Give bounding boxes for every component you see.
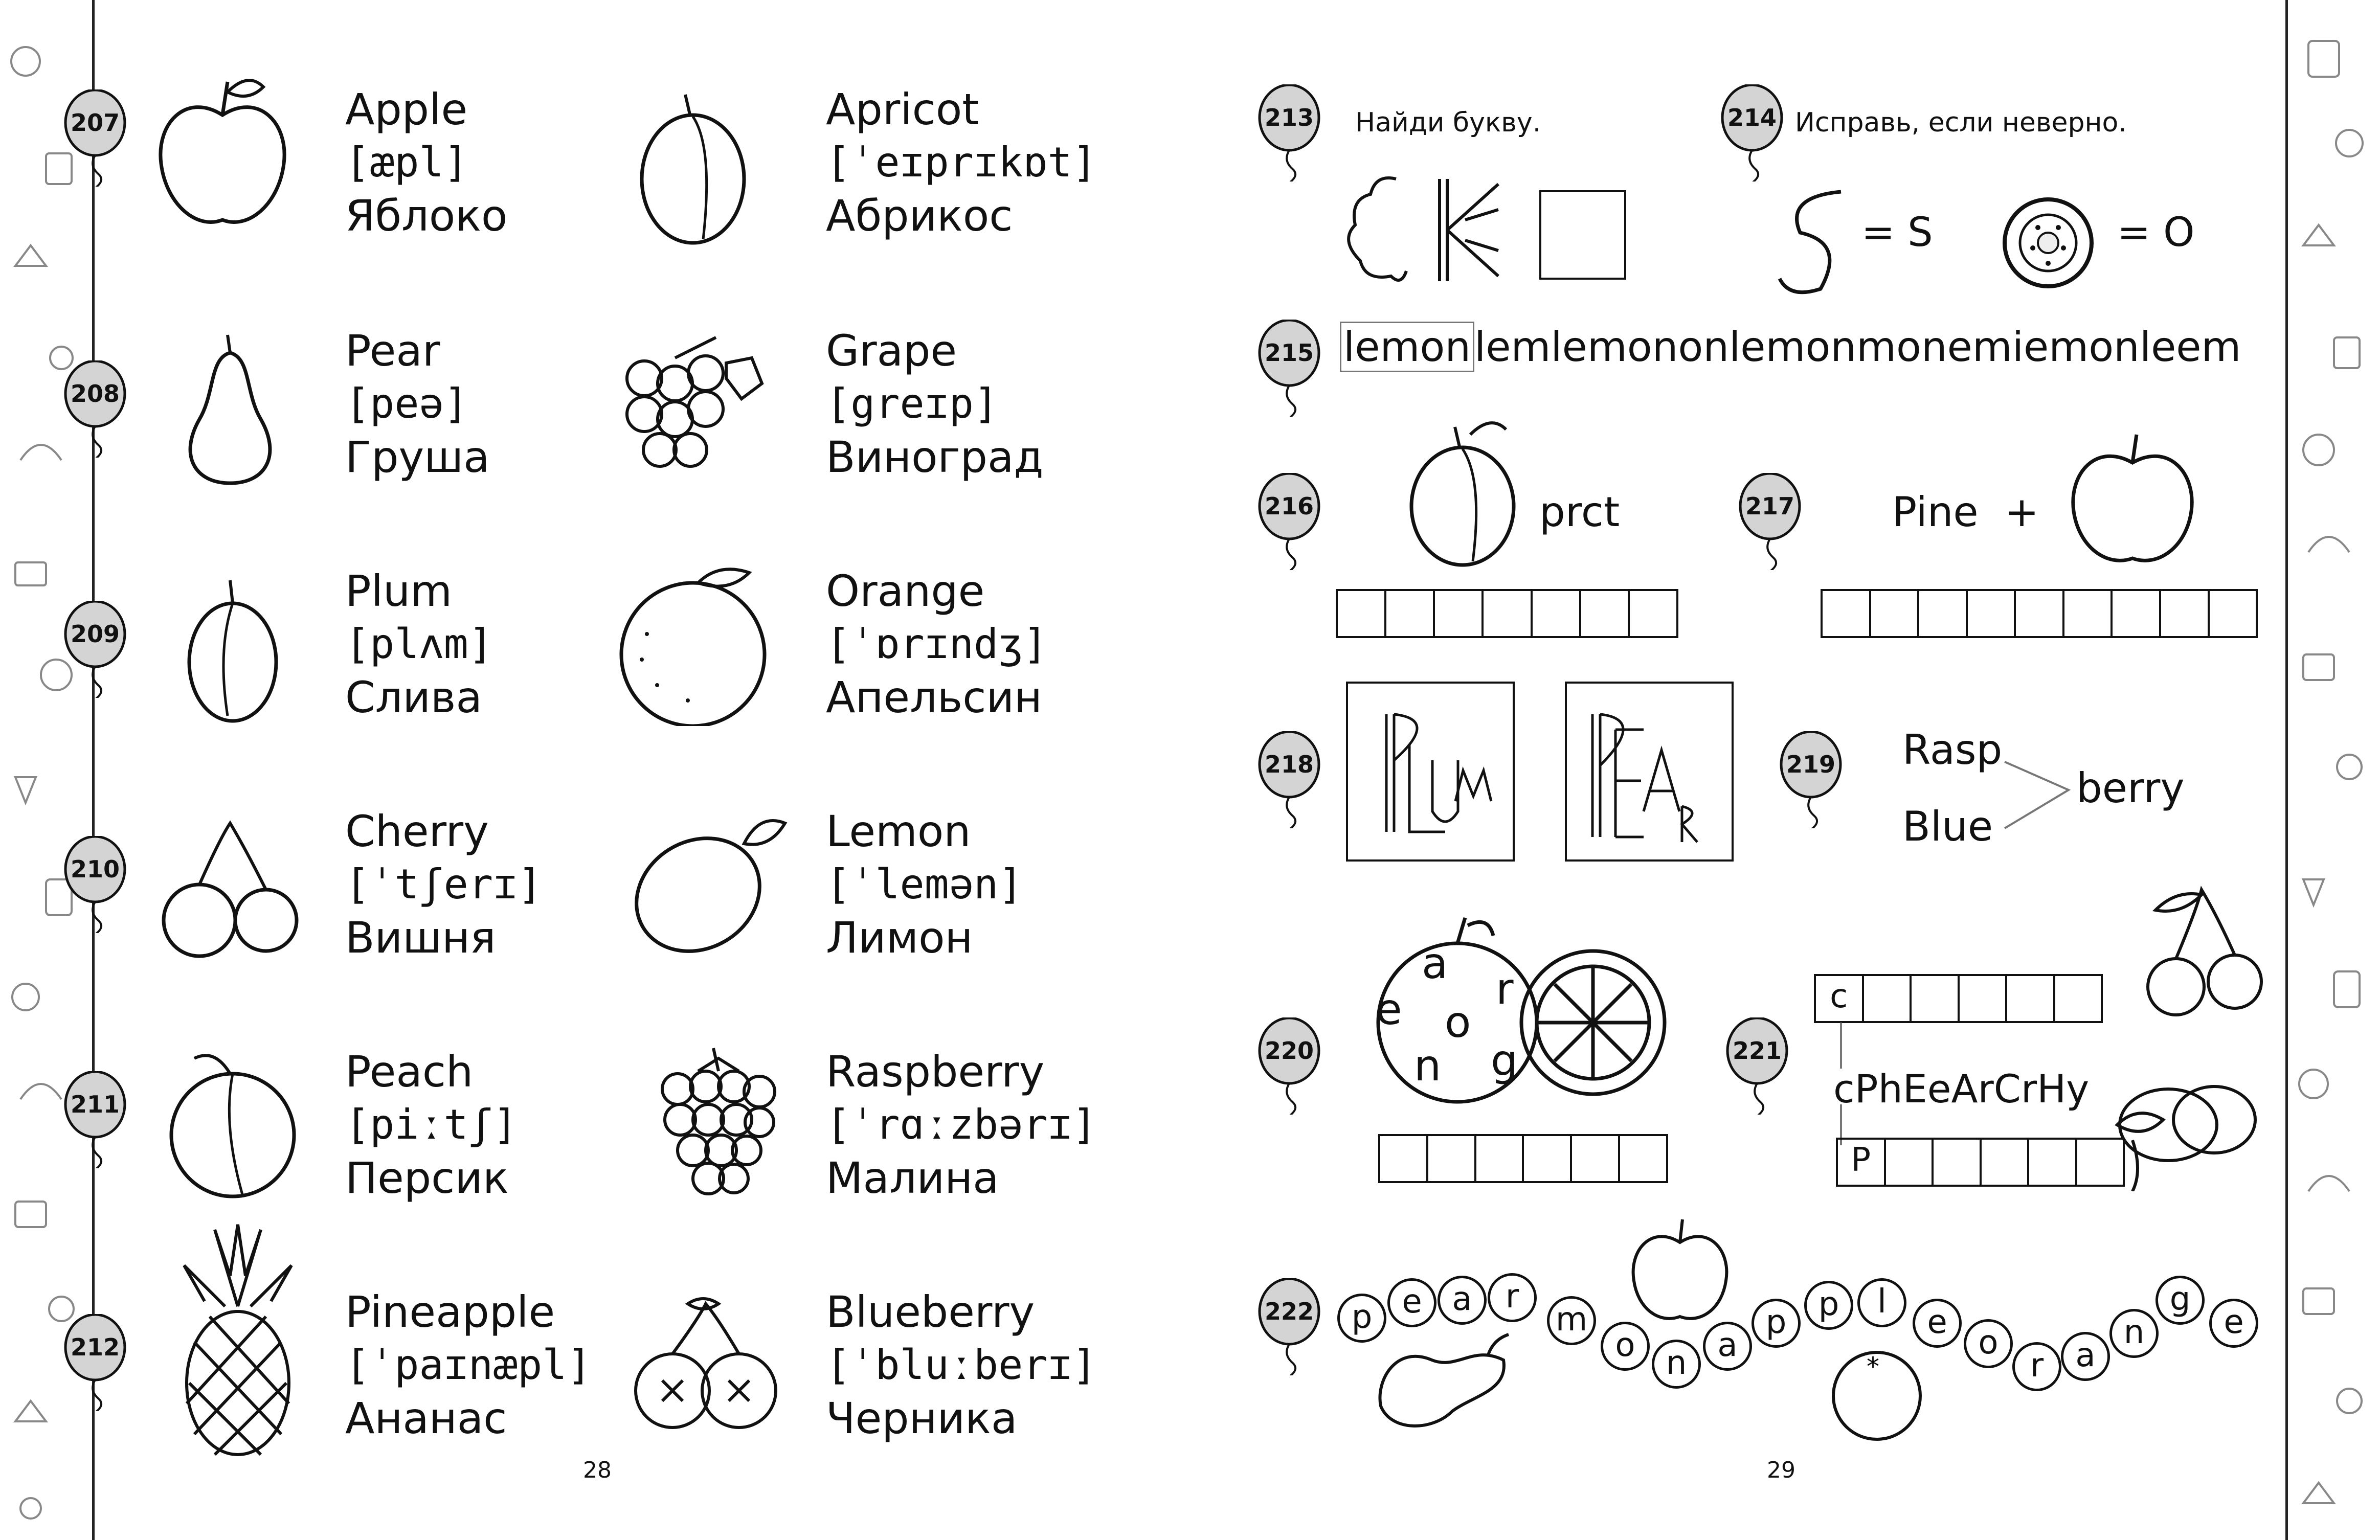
page-number: 29 bbox=[1767, 1457, 1795, 1483]
given-letter: c bbox=[1816, 976, 1864, 1021]
exercise-balloon bbox=[1258, 1017, 1324, 1115]
vocab-entry bbox=[345, 1285, 592, 1445]
exercise-balloon bbox=[1258, 84, 1324, 182]
mixed-letters: cPhEeArCrHy bbox=[1833, 1066, 2090, 1112]
word-english: Cherry bbox=[345, 806, 489, 856]
word-transcription: [ˈtʃerɪ] bbox=[345, 860, 543, 908]
plum-icon bbox=[182, 573, 284, 726]
chain-letter: p bbox=[1804, 1281, 1853, 1330]
vocab-entry bbox=[345, 83, 507, 242]
answer-grid[interactable] bbox=[1378, 1134, 1668, 1183]
word-transcription: [ˈrɑːzbərɪ] bbox=[826, 1101, 1097, 1148]
vocab-entry bbox=[345, 1045, 518, 1205]
word-russian: Слива bbox=[345, 672, 482, 722]
task-instruction: Исправь, если неверно. bbox=[1795, 107, 2127, 138]
chain-letter: o bbox=[1964, 1319, 2013, 1368]
balloon-icon bbox=[64, 360, 130, 458]
exercise-balloon bbox=[1780, 731, 1846, 828]
exercise-number: 218 bbox=[1264, 751, 1314, 778]
balloon-icon bbox=[64, 601, 130, 698]
word-transcription: [greɪp] bbox=[826, 380, 999, 427]
vocab-entry bbox=[826, 805, 1023, 964]
pear-icon bbox=[174, 332, 286, 486]
balloon-icon bbox=[64, 1071, 130, 1168]
exercise-number: 216 bbox=[1264, 492, 1314, 520]
balloon-icon bbox=[1726, 1017, 1792, 1115]
exercise-number: 210 bbox=[70, 855, 120, 883]
chain-letter: r bbox=[1488, 1273, 1537, 1322]
word-russian: Апельсин bbox=[826, 672, 1042, 722]
word-puzzle-box bbox=[1346, 682, 1515, 862]
scrambled-letter: e bbox=[1376, 984, 1402, 1034]
scrambled-word: prct bbox=[1539, 488, 1620, 536]
vocab-entry bbox=[826, 83, 1097, 242]
scrambled-letter: n bbox=[1414, 1040, 1442, 1091]
banana-s-icon bbox=[1775, 182, 1867, 299]
chain-letter: a bbox=[1438, 1276, 1487, 1325]
scrambled-letter: g bbox=[1491, 1035, 1518, 1085]
balloon-icon bbox=[1780, 731, 1846, 828]
word-transcription: [peə] bbox=[345, 380, 468, 427]
apricot-icon bbox=[634, 87, 752, 245]
chain-letter: p bbox=[1337, 1294, 1386, 1343]
vocab-entry bbox=[345, 805, 542, 964]
vocab-entry bbox=[345, 324, 490, 484]
lemon-icon bbox=[626, 808, 790, 961]
exercise-number: 220 bbox=[1264, 1037, 1314, 1065]
exercise-balloon bbox=[1258, 1278, 1324, 1375]
word-english: Blueberry bbox=[826, 1287, 1035, 1337]
word-transcription: [plʌm] bbox=[345, 620, 493, 668]
cherry-icon bbox=[159, 818, 307, 961]
word-part: berry bbox=[2076, 764, 2185, 812]
word-puzzle-box bbox=[1565, 682, 1734, 862]
chain-letter: o bbox=[1601, 1322, 1650, 1371]
balloon-icon bbox=[1739, 473, 1805, 570]
exercise-number: 211 bbox=[70, 1091, 120, 1118]
exercise-number: 222 bbox=[1264, 1298, 1314, 1325]
exercise-balloon bbox=[64, 836, 130, 933]
balloon-icon bbox=[1258, 473, 1324, 570]
word-russian: Персик bbox=[345, 1153, 509, 1203]
word-english: Pineapple bbox=[345, 1287, 555, 1337]
chain-letter: g bbox=[2156, 1276, 2205, 1325]
chain-letter: n bbox=[1652, 1340, 1701, 1389]
balloon-icon bbox=[1258, 1017, 1324, 1115]
orange-icon bbox=[1826, 1340, 1928, 1442]
chain-letter: n bbox=[2109, 1309, 2159, 1358]
chain-letter: a bbox=[1703, 1322, 1752, 1371]
word-english: Orange bbox=[826, 566, 985, 616]
raspberry-icon bbox=[652, 1043, 785, 1212]
word-transcription: [ˈeɪprɪkɒt] bbox=[826, 139, 1097, 186]
exercise-number: 209 bbox=[70, 620, 120, 648]
scrambled-letter: o bbox=[1445, 997, 1471, 1047]
pineapple-icon bbox=[169, 1219, 307, 1460]
exercise-number: 214 bbox=[1727, 104, 1777, 131]
peach-icon bbox=[164, 1038, 302, 1202]
apricot-icon bbox=[1404, 414, 1521, 568]
chain-letter: r bbox=[2012, 1342, 2061, 1391]
chain-letter: e bbox=[1387, 1278, 1436, 1327]
cherry-icon bbox=[2140, 879, 2268, 1033]
balloon-icon bbox=[1258, 320, 1324, 417]
vocab-entry bbox=[826, 1045, 1097, 1205]
pear-letters-icon bbox=[1567, 684, 1732, 859]
grape-icon bbox=[614, 327, 777, 481]
equation-text: = S bbox=[1861, 210, 1933, 256]
balloon-icon bbox=[64, 89, 130, 187]
word-transcription: [æpl] bbox=[345, 139, 468, 186]
exercise-balloon bbox=[1726, 1017, 1792, 1115]
exercise-number: 212 bbox=[70, 1333, 120, 1361]
exercise-balloon bbox=[1739, 473, 1805, 570]
exercise-number: 213 bbox=[1264, 104, 1314, 131]
chain-letter: l bbox=[1857, 1278, 1906, 1327]
word-russian: Абрикос bbox=[826, 191, 1013, 241]
plum-letters-icon bbox=[1348, 684, 1513, 859]
exercise-balloon bbox=[1258, 320, 1324, 417]
word-english: Apple bbox=[345, 84, 468, 134]
exercise-balloon bbox=[64, 1071, 130, 1168]
word-transcription: [ˈlemən] bbox=[826, 860, 1023, 908]
orange-letters-icon bbox=[1365, 905, 1682, 1120]
plum-icon bbox=[2097, 1069, 2271, 1191]
exercise-number: 208 bbox=[70, 380, 120, 407]
balloon-icon bbox=[64, 836, 130, 933]
vocab-entry bbox=[826, 1285, 1097, 1445]
answer-grid[interactable] bbox=[1821, 589, 2258, 638]
word-russian: Ананас bbox=[345, 1393, 507, 1443]
exercise-balloon bbox=[64, 1314, 130, 1411]
balloon-icon bbox=[1721, 84, 1787, 182]
letter-k-puzzle-icon bbox=[1345, 169, 1514, 291]
plus-sign: + bbox=[2005, 488, 2039, 536]
balloon-icon bbox=[1258, 84, 1324, 182]
exercise-number: 217 bbox=[1745, 492, 1795, 520]
blueberry-icon bbox=[632, 1288, 785, 1442]
apple-icon bbox=[2061, 424, 2204, 568]
vocab-entry bbox=[826, 324, 1044, 484]
exercise-balloon bbox=[64, 601, 130, 698]
exercise-number: 219 bbox=[1786, 751, 1836, 778]
pear-icon bbox=[1371, 1329, 1519, 1437]
word-part: Blue bbox=[1902, 803, 1993, 850]
word-transcription: [ˈɒrɪndʒ] bbox=[826, 620, 1048, 668]
exercise-balloon bbox=[1258, 731, 1324, 828]
scrambled-letter: r bbox=[1496, 964, 1514, 1014]
word-search-string bbox=[1340, 323, 2241, 371]
exercise-balloon bbox=[1721, 84, 1787, 182]
word-russian: Вишня bbox=[345, 913, 496, 963]
word-russian: Яблоко bbox=[345, 191, 508, 241]
chain-letter: e bbox=[2209, 1299, 2258, 1348]
answer-box[interactable] bbox=[1539, 190, 1626, 280]
word-russian: Черника bbox=[826, 1393, 1018, 1443]
word-english: Grape bbox=[826, 326, 957, 376]
given-letter: P bbox=[1838, 1140, 1886, 1185]
exercise-balloon bbox=[64, 89, 130, 187]
exercise-number: 221 bbox=[1732, 1037, 1782, 1065]
word-english: Lemon bbox=[826, 806, 971, 856]
word-part: Pine bbox=[1892, 488, 1979, 536]
letter-string: lemlemononlemonmonemiemonleem bbox=[1474, 323, 2241, 371]
chain-letter: a bbox=[2061, 1332, 2110, 1381]
chain-letter: p bbox=[1752, 1299, 1801, 1348]
word-english: Raspberry bbox=[826, 1047, 1045, 1097]
balloon-icon bbox=[1258, 1278, 1324, 1375]
word-transcription: [piːtʃ] bbox=[345, 1101, 518, 1148]
word-russian: Виноград bbox=[826, 432, 1044, 482]
doodle-pattern-icon bbox=[0, 0, 92, 1540]
orange-icon bbox=[611, 562, 785, 726]
word-english: Pear bbox=[345, 326, 440, 376]
word-transcription: [ˈbluːberɪ] bbox=[826, 1341, 1097, 1389]
apple-icon bbox=[1624, 1212, 1736, 1329]
svg-text:*: * bbox=[1867, 1352, 1879, 1382]
scrambled-letter: a bbox=[1422, 938, 1448, 988]
exercise-number: 207 bbox=[70, 109, 120, 137]
word-english: Plum bbox=[345, 566, 453, 616]
page-number: 28 bbox=[583, 1457, 612, 1483]
kiwi-o-icon bbox=[1997, 192, 2099, 294]
word-part: Rasp bbox=[1902, 726, 2003, 774]
connector-lines bbox=[2002, 752, 2074, 833]
task-instruction: Найди букву. bbox=[1355, 107, 1541, 138]
word-english: Peach bbox=[345, 1047, 474, 1097]
balloon-icon bbox=[64, 1314, 130, 1411]
balloon-icon bbox=[1258, 731, 1324, 828]
apple-icon bbox=[151, 72, 294, 235]
equation-text: = O bbox=[2117, 210, 2195, 256]
vocab-entry bbox=[345, 564, 493, 724]
vocab-entry bbox=[826, 564, 1047, 724]
highlighted-word: lemon bbox=[1340, 322, 1474, 372]
exercise-number: 215 bbox=[1264, 339, 1314, 367]
word-transcription: [ˈpaɪnæpl] bbox=[345, 1341, 592, 1389]
word-russian: Лимон bbox=[826, 913, 973, 963]
word-russian: Груша bbox=[345, 432, 490, 482]
doodle-pattern-icon bbox=[2288, 0, 2380, 1540]
answer-grid[interactable] bbox=[1336, 589, 1678, 638]
left-doodle-border bbox=[0, 0, 95, 1540]
answer-grid[interactable] bbox=[1814, 974, 2103, 1023]
exercise-balloon bbox=[1258, 473, 1324, 570]
chain-letter: m bbox=[1547, 1296, 1596, 1345]
answer-grid[interactable] bbox=[1836, 1138, 2125, 1187]
chain-letter: e bbox=[1913, 1299, 1962, 1348]
word-english: Apricot bbox=[826, 84, 979, 134]
right-doodle-border bbox=[2285, 0, 2380, 1540]
exercise-balloon bbox=[64, 360, 130, 458]
word-russian: Малина bbox=[826, 1153, 999, 1203]
